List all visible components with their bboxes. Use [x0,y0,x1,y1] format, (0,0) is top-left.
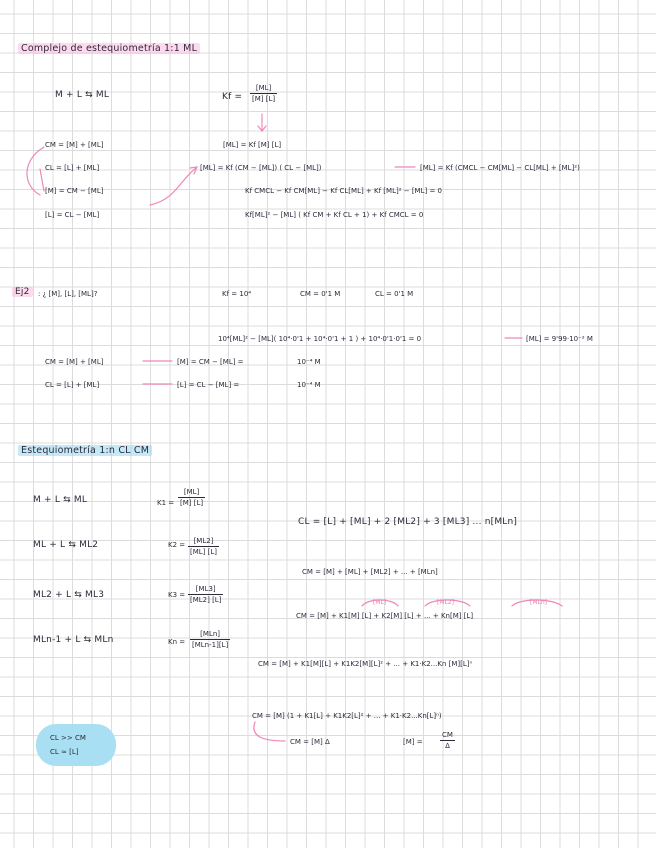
substitution-expression: [ML] = Kf (CM − [ML]) ( CL − [ML]) [200,164,322,172]
cm-balance: CM = [M] + [ML] + [ML2] + ... + [MLn] [302,568,438,576]
balance-m: [M] = CM − [ML] [45,187,104,195]
m-expression-label: [M] = [403,738,423,746]
arrow-to-substitution [150,168,196,205]
cl-balance: CL = [L] + [ML] + 2 [ML2] + 3 [ML3] ... n[MLn] [298,517,518,527]
brace-mln [512,600,562,606]
brace-ml2 [425,600,470,606]
quadratic-expansion: Kf CMCL − Kf CM[ML] − Kf CL[ML] + Kf [ML]² − [ML] = 0 [245,187,442,195]
example-result: [ML] = 9'99·10⁻² M [526,335,593,343]
example-kf: Kf = 10⁴ [222,290,252,298]
quadratic-equation: Kf[ML]² − [ML] ( Kf CM + Kf CL + 1) + Kf CMCL = 0 [245,211,424,219]
k1-denominator: [M] [L] [180,499,204,507]
k3-denominator: [ML2] [L] [190,596,222,604]
label-ml: [ML] [373,599,387,606]
example-balance-cm: CM = [M] + [ML] [45,358,104,366]
label-mln: [MLn] [530,599,548,606]
example-cl: CL = 0'1 M [375,290,414,298]
reaction-1to1: M + L ⇆ ML [55,90,110,100]
ml-expression: [ML] = Kf [M] [L] [223,141,282,149]
balance-cm: CM = [M] + [ML] [45,141,104,149]
brace-ml [362,600,398,606]
cm-substituted: CM = [M] + K1[M] [L] + K2[M] [L] + ... + Kn[M] [L] [296,612,474,620]
brace-left [27,147,44,195]
k1-label: K1 = [157,499,175,507]
cm-factored: CM = [M] (1 + K1[L] + K1K2[L]² + ... + K1·K2...Kn[L]ⁿ) [252,712,442,720]
reaction-step3: ML2 + L ⇆ ML3 [33,590,105,600]
arrow-to-m [40,169,44,191]
cm-expanded: CM = [M] + K1[M][L] + K1K2[M][L]² + ... + K1·K2...Kn [M][L]ⁿ [258,660,473,668]
reaction-step1: M + L ⇆ ML [33,495,88,505]
m-numerator: CM [442,731,453,739]
m-denominator: Δ [445,742,450,750]
arrow-delta [254,722,285,741]
reaction-step-n: MLn-1 + L ⇆ MLn [33,635,114,645]
section2-title: Estequiometría 1:n CL CM [18,445,152,456]
example-l-number: 10⁻⁴ M [297,381,321,389]
example-m-number: 10⁻⁴ M [297,358,321,366]
k2-label: K2 = [168,541,186,549]
expanded-expression: [ML] = Kf (CMCL − CM[ML] − CL[ML] + [ML]²) [420,164,580,172]
example-l-value: [L] = CL − [ML] = [177,381,240,389]
label-ml2: [ML2] [437,599,455,606]
k3-label: K3 = [168,591,186,599]
bubble-line-1: CL >> CM [50,734,86,742]
example-cm: CM = 0'1 M [300,290,341,298]
balance-cl: CL = [L] + [ML] [45,164,100,172]
k2-numerator: [ML2] [188,536,219,547]
cm-delta: CM = [M] Δ [290,738,330,746]
kn-label: Kn = [168,638,186,646]
example-balance-cl: CL = [L] + [ML] [45,381,100,389]
kn-denominator: [MLn-1][L] [192,641,229,649]
k1-numerator: [ML] [178,487,205,498]
kf-label: Kf = [222,92,243,102]
example-label: Ej2 [12,287,33,298]
kn-numerator: [MLn] [190,629,230,640]
k3-numerator: [ML3] [188,584,223,595]
kf-denominator: [M] [L] [252,95,276,103]
balance-l: [L] = CL − [ML] [45,211,100,219]
example-question: : ¿ [M], [L], [ML]? [38,290,98,298]
section1-title: Complejo de estequiometría 1:1 ML [18,43,200,54]
k2-denominator: [ML] [L] [190,548,217,556]
example-equation: 10⁴[ML]² − [ML]( 10⁴·0'1 + 10⁴·0'1 + 1 ) + 10⁴·0'1·0'1 = 0 [218,335,422,343]
bubble-line-2: CL ≈ [L] [50,748,79,756]
example-m-value: [M] = CM − [ML] = [177,358,244,366]
kf-numerator: [ML] [250,83,277,94]
reaction-step2: ML + L ⇆ ML2 [33,540,99,550]
